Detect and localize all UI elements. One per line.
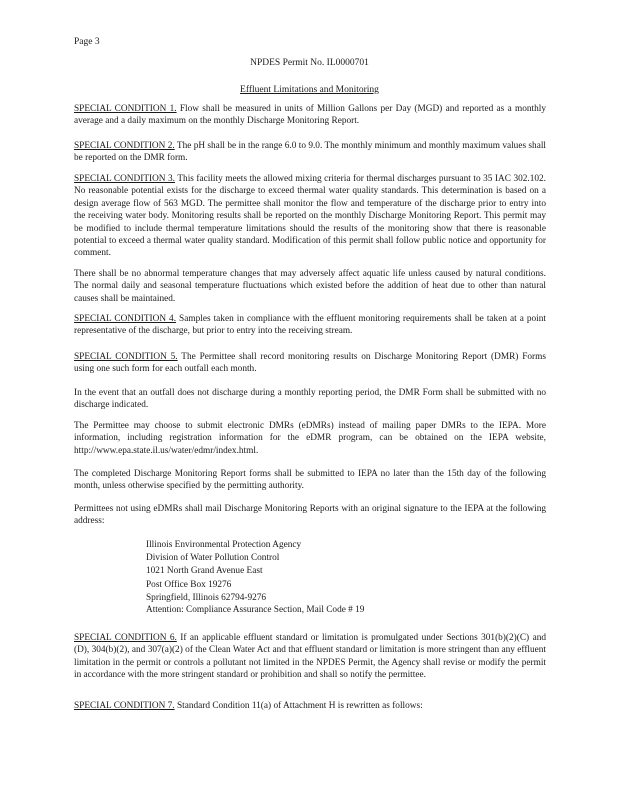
submission-deadline-paragraph <box>74 468 546 493</box>
paragraph-text: The completed Discharge Monitoring Report forms shall be submitted to IEPA no later than the 15th day of the following month, unless otherwise specified by the permitting authority. <box>74 469 546 492</box>
no-discharge-paragraph <box>74 387 546 412</box>
condition-label: SPECIAL CONDITION 1. <box>74 104 177 114</box>
condition-text: This facility meets the allowed mixing criteria for thermal discharges pursuant to 35 IAC 302.102. No reasonable potential exists for the discharge to exceed thermal water quality standards. This determination is based on a design average flow of 563 MGD. The permittee shall monitor the flow and temperature of the discharge prior to entry into the receiving water body. Monitoring results shall be reported on the monthly Discharge Monitoring Report. This permit may be modified to include thermal temperature limitations should the results of the monitoring show that there is reasonable potential to exceed a thermal water quality standard. Modification of this permit shall follow public notice and opportunity for comment. <box>74 174 546 259</box>
edmr-paragraph <box>74 420 546 457</box>
paragraph-text: There shall be no abnormal temperature changes that may adversely affect aquatic life unless caused by natural conditions. The normal daily and seasonal temperature fluctuations which existed before the addition of heat due to other than natural causes shall be maintained. <box>74 269 546 304</box>
page-number: Page 3 <box>74 37 100 47</box>
mailing-instructions-paragraph <box>74 503 546 528</box>
address-line: Division of Water Pollution Control <box>146 553 280 564</box>
address-line: Illinois Environmental Protection Agency <box>146 540 302 550</box>
special-condition-5 <box>74 351 546 376</box>
condition-text: Flow shall be measured in units of Million Gallons per Day (MGD) and reported as a monthly average and a daily maximum on the monthly Discharge Monitoring Report. <box>74 104 546 127</box>
condition-text: Samples taken in compliance with the effluent monitoring requirements shall be taken at a point representative of the discharge, but prior to entry into the receiving stream. <box>74 314 546 337</box>
condition-text: The Permittee shall record monitoring results on Discharge Monitoring Report (DMR) Forms using one such form for each outfall each month. <box>74 352 546 375</box>
temperature-paragraph <box>74 268 546 305</box>
special-condition-4 <box>74 313 546 338</box>
address-line: Post Office Box 19276 <box>146 579 232 590</box>
condition-text: Standard Condition 11(a) of Attachment H is rewritten as follows: <box>174 701 423 711</box>
paragraph-text: In the event that an outfall does not discharge during a monthly reporting period, the DMR Form shall be submitted with no discharge indicated. <box>74 388 546 411</box>
attention-line: Attention: Compliance Assurance Section, Mail Code # 19 <box>146 605 365 615</box>
condition-label: SPECIAL CONDITION 3. <box>74 174 176 184</box>
special-condition-6 <box>74 632 546 682</box>
mailing-address <box>146 539 301 605</box>
condition-text: If an applicable effluent standard or limitation is promulgated under Sections 301(b)(2)(C) and (D), 304(b)(2), and 307(a)(2) of the Clean Water Act and that effluent standard or limitation is more stringent than any effluent limitation in the permit or controls a pollutant not limited in the NPDES Permit, the Agency shall revise or modify the permit in accordance with the more stringent standard or prohibition and shall so notify the permittee. <box>74 633 546 681</box>
paragraph-text: Permittees not using eDMRs shall mail Discharge Monitoring Reports with an original signature to the IEPA at the following address: <box>74 504 546 527</box>
paragraph-text: The Permittee may choose to submit electronic DMRs (eDMRs) instead of mailing paper DMRs to the IEPA. More information, including registration information for the eDMR program, can be obtained on the IEPA website, http://www.epa.state.il.us/water/edmr/index.html. <box>74 421 546 456</box>
condition-label: SPECIAL CONDITION 4. <box>74 314 177 324</box>
condition-label: SPECIAL CONDITION 7. <box>74 701 175 711</box>
permit-title: NPDES Permit No. IL0000701 <box>250 58 369 68</box>
condition-label: SPECIAL CONDITION 6. <box>74 633 177 643</box>
condition-label: SPECIAL CONDITION 2. <box>74 141 175 151</box>
special-condition-3 <box>74 173 546 260</box>
address-line: 1021 North Grand Avenue East <box>146 566 263 577</box>
section-title: Effluent Limitations and Monitoring <box>240 85 379 95</box>
condition-label: SPECIAL CONDITION 5. <box>74 352 178 362</box>
condition-text: The pH shall be in the range 6.0 to 9.0. The monthly minimum and monthly maximum values shall be reported on the DMR form. <box>74 141 546 164</box>
address-line: Springfield, Illinois 62794-9276 <box>146 592 267 603</box>
special-condition-1 <box>74 103 546 128</box>
special-condition-2 <box>74 140 546 165</box>
special-condition-7 <box>74 700 546 712</box>
